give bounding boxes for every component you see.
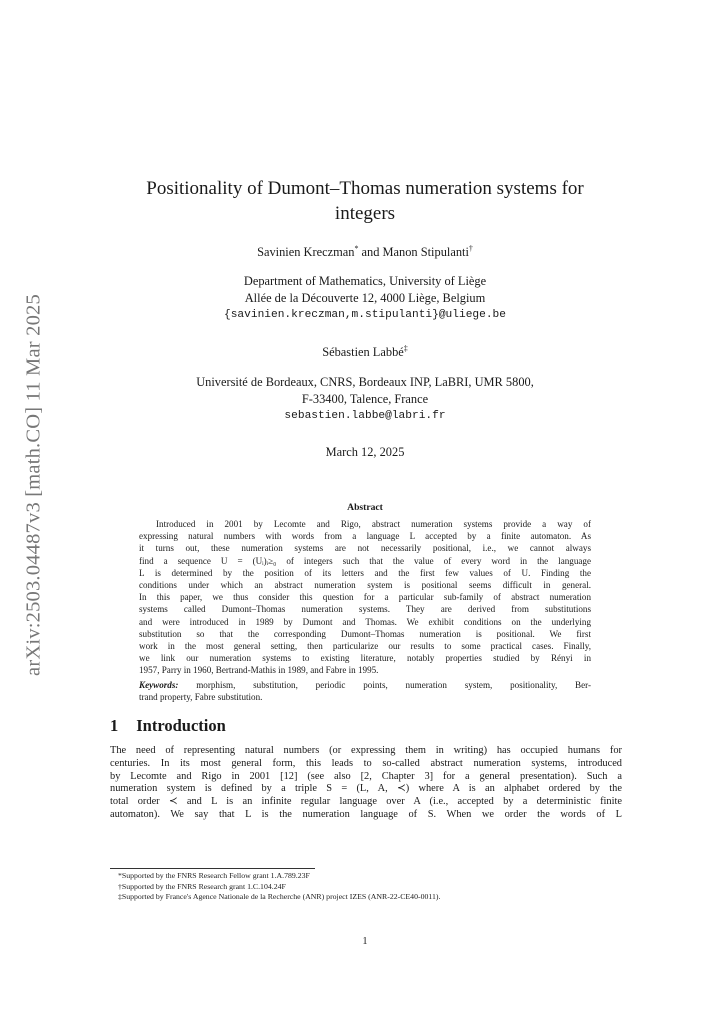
intro-line: centuries. In its most general form, this leads to so-called abstract numeration systems, introduced [110,757,622,769]
abstract-line: expressing natural numbers with words from a language L accepted by a finite automaton. As [139,531,591,542]
abstract-line: L is determined by the position of its letters and the first few values of U. Finding the [139,567,591,578]
footnote-3: ‡Supported by France's Agence Nationale de la Recherche (ANR) project IZES (ANR-22-CE40-0011). [118,892,441,902]
affiliation-1-line-2: Allée de la Découverte 12, 4000 Liège, Belgium [244,291,486,305]
affiliation-1-line-1: Department of Mathematics, University of Liège [243,274,487,288]
arxiv-identifier: arXiv:2503.04487v3 [math.CO] 11 Mar 2025 [22,294,45,676]
title-line-2: integers [334,203,396,224]
affiliation-2-line-1: Université de Bordeaux, CNRS, Bordeaux INP, LaBRI, UMR 5800, [196,375,534,389]
footnotes [118,871,440,903]
abstract-heading: Abstract [347,502,383,513]
abstract-line: 1957, Parry in 1960, Bertrand-Mathis in 1989, and Fabre in 1995. [139,665,379,676]
authors-line [110,244,620,260]
abstract-line: systems called Dumont–Thomas numeration systems. They are derived from substitutions [139,604,591,615]
abstract-line: and were introduced in 1989 by Dumont and Thomas. We exhibit conditions on the underlying [139,616,591,627]
paper-title [110,176,620,226]
introduction-text [110,745,622,822]
abstract-line: Introduced in 2001 by Lecomte and Rigo, abstract numeration systems provide a way of [156,519,591,529]
page-number: 1 [362,936,368,947]
section-number: 1 [110,716,119,735]
intro-line: numeration system is defined by a triple S = (L, A, ≺) where A is an alphabet ordered by the [110,783,622,795]
abstract-line: it turns out, these numeration systems are not necessarily positional, i.e., we cannot always [139,543,591,554]
footnote-2: †Supported by the FNRS Research grant 1.C.104.24F [118,881,286,891]
abstract-line: we link our numeration systems to existing literature, notably properties studied by Rényi in [139,653,591,664]
abstract-line: substitution so that the corresponding Dumont–Thomas numeration is positional. We first [139,628,591,639]
abstract-line: conditions under which an abstract numeration system is positional seems difficult in general. [139,580,591,591]
section-heading [110,716,226,736]
keywords-text-1: morphism, substitution, periodic points, numeration system, positionality, Ber- [178,679,591,690]
author-labbe-line [110,344,620,360]
paper-date: March 12, 2025 [325,445,405,459]
footnote-mark-star: * [354,243,359,253]
arxiv-stamp [14,270,54,700]
affiliation-2-line-2: F-33400, Talence, France [301,392,429,406]
affiliation-2-email: sebastien.labbe@labri.fr [284,410,446,422]
title-line-1: Positionality of Dumont–Thomas numeration systems for [146,178,584,199]
author-labbe: Sébastien Labbé [322,345,404,359]
footnote-rule [110,868,315,869]
keywords-line [139,679,591,691]
intro-line: total order ≺ and L is an infinite regular language over A (i.e., accepted by a deterministic finite [110,796,622,808]
abstract-line: work in the most general setting, then particularize our results to some practical cases. Finally, [139,641,591,652]
author-kreczman: Savinien Kreczman [257,245,355,259]
affiliation-1-email: {savinien.kreczman,m.stipulanti}@uliege.be [224,309,506,321]
abstract-line: find a sequence U = (Uᵢ)ᵢ≥₀ of integers such that the value of every word in the language [139,555,591,566]
section-title: Introduction [136,716,226,735]
keywords-line-2: trand property, Fabre substitution. [139,691,263,702]
abstract-line: In this paper, we thus consider this question for a particular sub-family of abstract numeration [139,592,591,603]
author-stipulanti: and Manon Stipulanti [358,245,469,259]
footnote-1: *Supported by the FNRS Research Fellow grant 1.A.789.23F [118,871,310,880]
footnote-mark-double-dagger: ‡ [403,343,408,353]
intro-line: by Lecomte and Rigo in 2001 [12] (see also [2, Chapter 3] for a general presentation). Such a [110,770,622,782]
keywords-label: Keywords: [139,679,179,690]
footnote-mark-dagger: † [468,243,473,253]
intro-line: automaton). We say that L is the numeration language of S. When we order the words of L [110,808,622,820]
intro-line: The need of representing natural numbers (or expressing them in writing) has occupied humans for [110,745,622,756]
abstract-body [139,518,591,703]
